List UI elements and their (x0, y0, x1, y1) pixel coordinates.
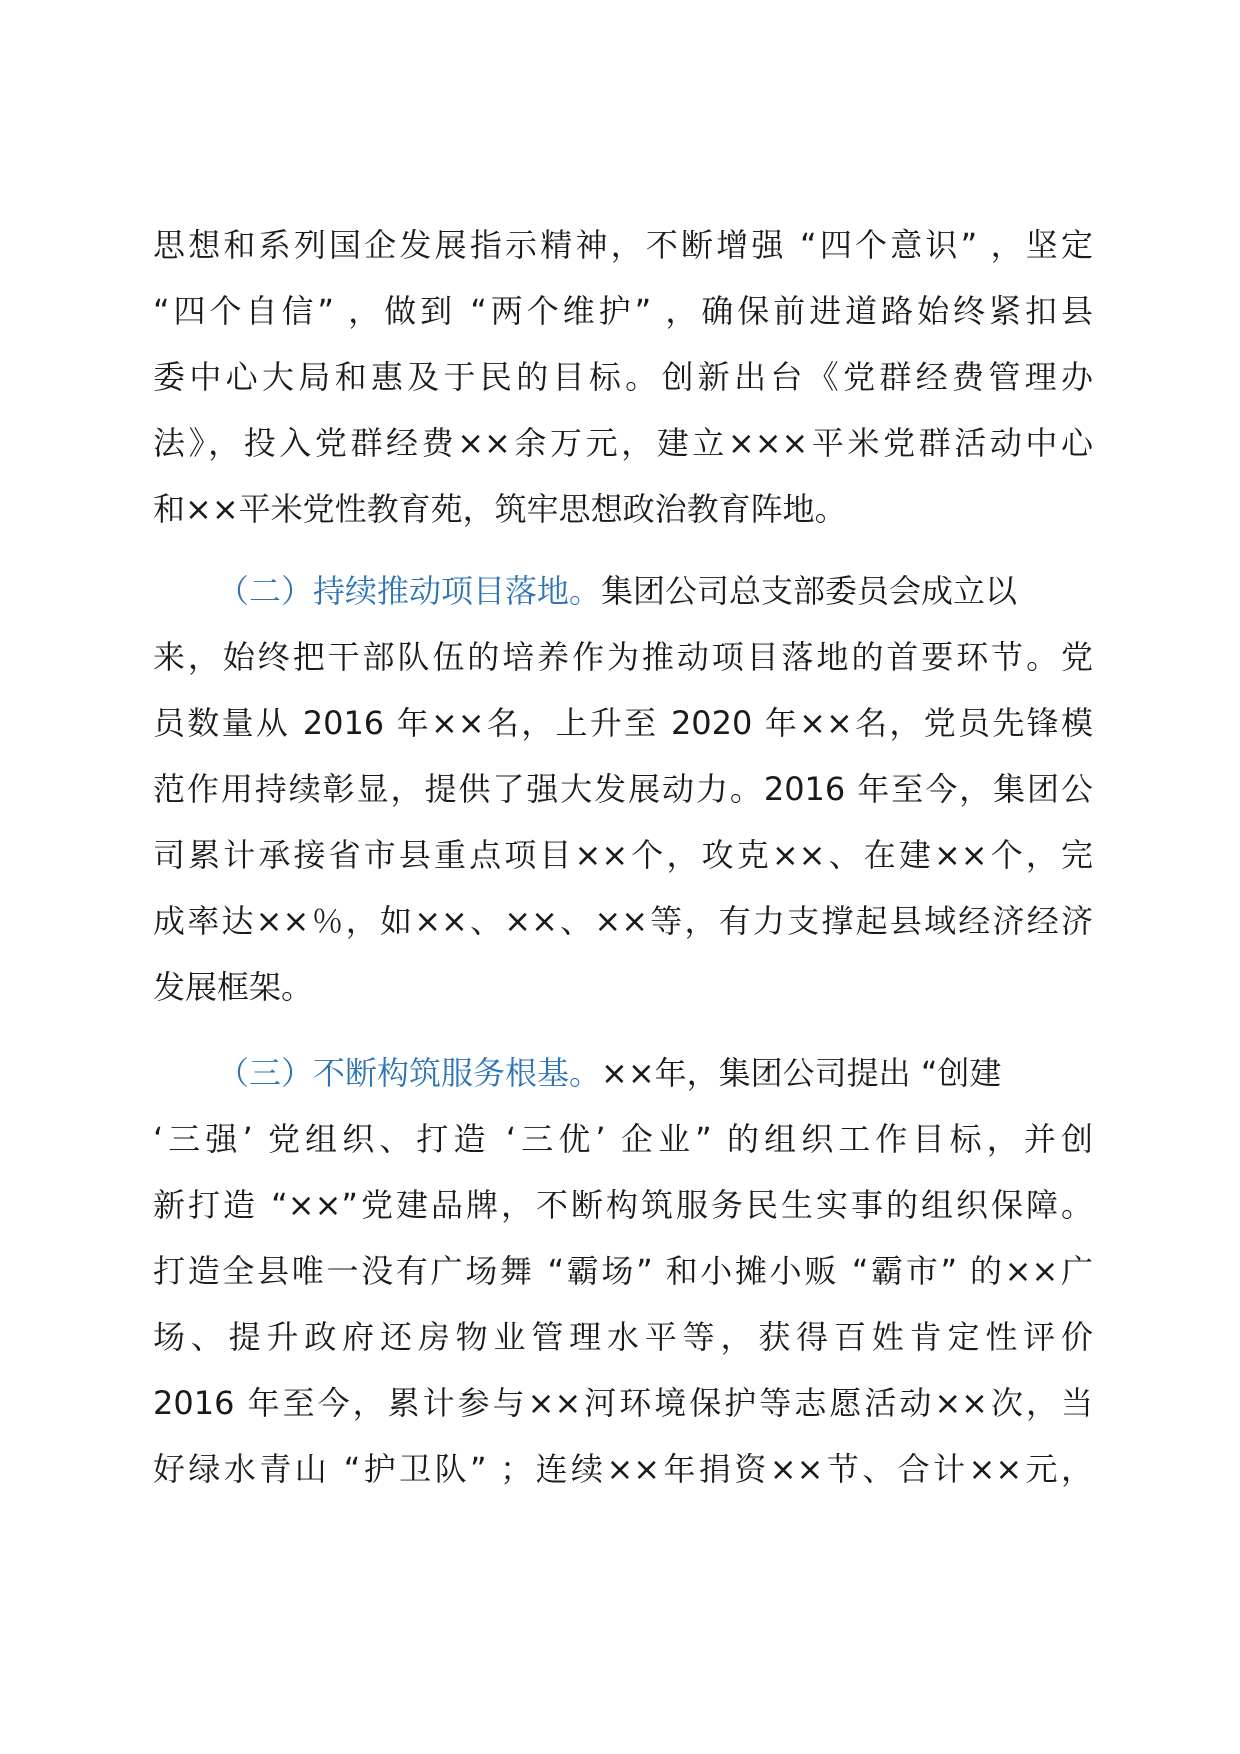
paragraph-line: 来，始终把干部队伍的培养作为推动项目落地的首要环节。党 (153, 638, 1093, 676)
paragraph-line-text: ××年，集团公司提出 “创建 (601, 1054, 1002, 1092)
paragraph-2 (153, 558, 1093, 1020)
paragraph-line: 场、提升政府还房物业管理水平等，获得百姓肯定性评价 (153, 1318, 1093, 1356)
paragraph-line: 司累计承接省市县重点项目××个，攻克××、在建××个，完 (153, 836, 1093, 874)
section-heading-2: （二）持续推动项目落地。 (217, 572, 602, 610)
paragraph-line (153, 558, 1093, 624)
paragraph-line: 法》，投入党群经费××余万元，建立×××平米党群活动中心 (153, 424, 1093, 462)
paragraph-line: 成率达××％，如××、××、××等，有力支撑起县域经济经济 (153, 902, 1093, 940)
paragraph-3 (153, 1040, 1093, 1502)
paragraph-line: 好绿水青山 “护卫队” ；连续××年捐资××节、合计××元， (153, 1450, 1093, 1488)
section-heading-3: （三）不断构筑服务根基。 (217, 1054, 602, 1092)
paragraph-line: 2016 年至今，累计参与××河环境保护等志愿活动××次，当 (153, 1384, 1093, 1422)
paragraph-line: 委中心大局和惠及于民的目标。创新出台《党群经费管理办 (153, 358, 1093, 396)
paragraph-line (153, 1040, 1093, 1106)
paragraph-line: 新打造 “××”党建品牌，不断构筑服务民生实事的组织保障。 (153, 1186, 1093, 1224)
paragraph-line: 思想和系列国企发展指示精神，不断增强 “四个意识” ，坚定 (153, 226, 1093, 264)
paragraph-line: “四个自信” ，做到 “两个维护” ，确保前进道路始终紧扣县 (153, 292, 1093, 330)
paragraph-line-text: 集团公司总支部委员会成立以 (601, 572, 1018, 610)
paragraph-line: 员数量从 2016 年××名，上升至 2020 年××名，党员先锋模 (153, 704, 1093, 742)
paragraph-line: ‘三强’ 党组织、打造 ‘三优’ 企业” 的组织工作目标，并创 (153, 1120, 1093, 1158)
paragraph-line: 范作用持续彰显，提供了强大发展动力。2016 年至今，集团公 (153, 770, 1093, 808)
paragraph-line: 和××平米党性教育苑，筑牢思想政治教育阵地。 (153, 490, 847, 528)
paragraph-line: 打造全县唯一没有广场舞 “霸场” 和小摊小贩 “霸市” 的××广 (153, 1252, 1093, 1290)
paragraph-1 (153, 212, 1093, 542)
paragraph-line: 发展框架。 (153, 968, 314, 1006)
